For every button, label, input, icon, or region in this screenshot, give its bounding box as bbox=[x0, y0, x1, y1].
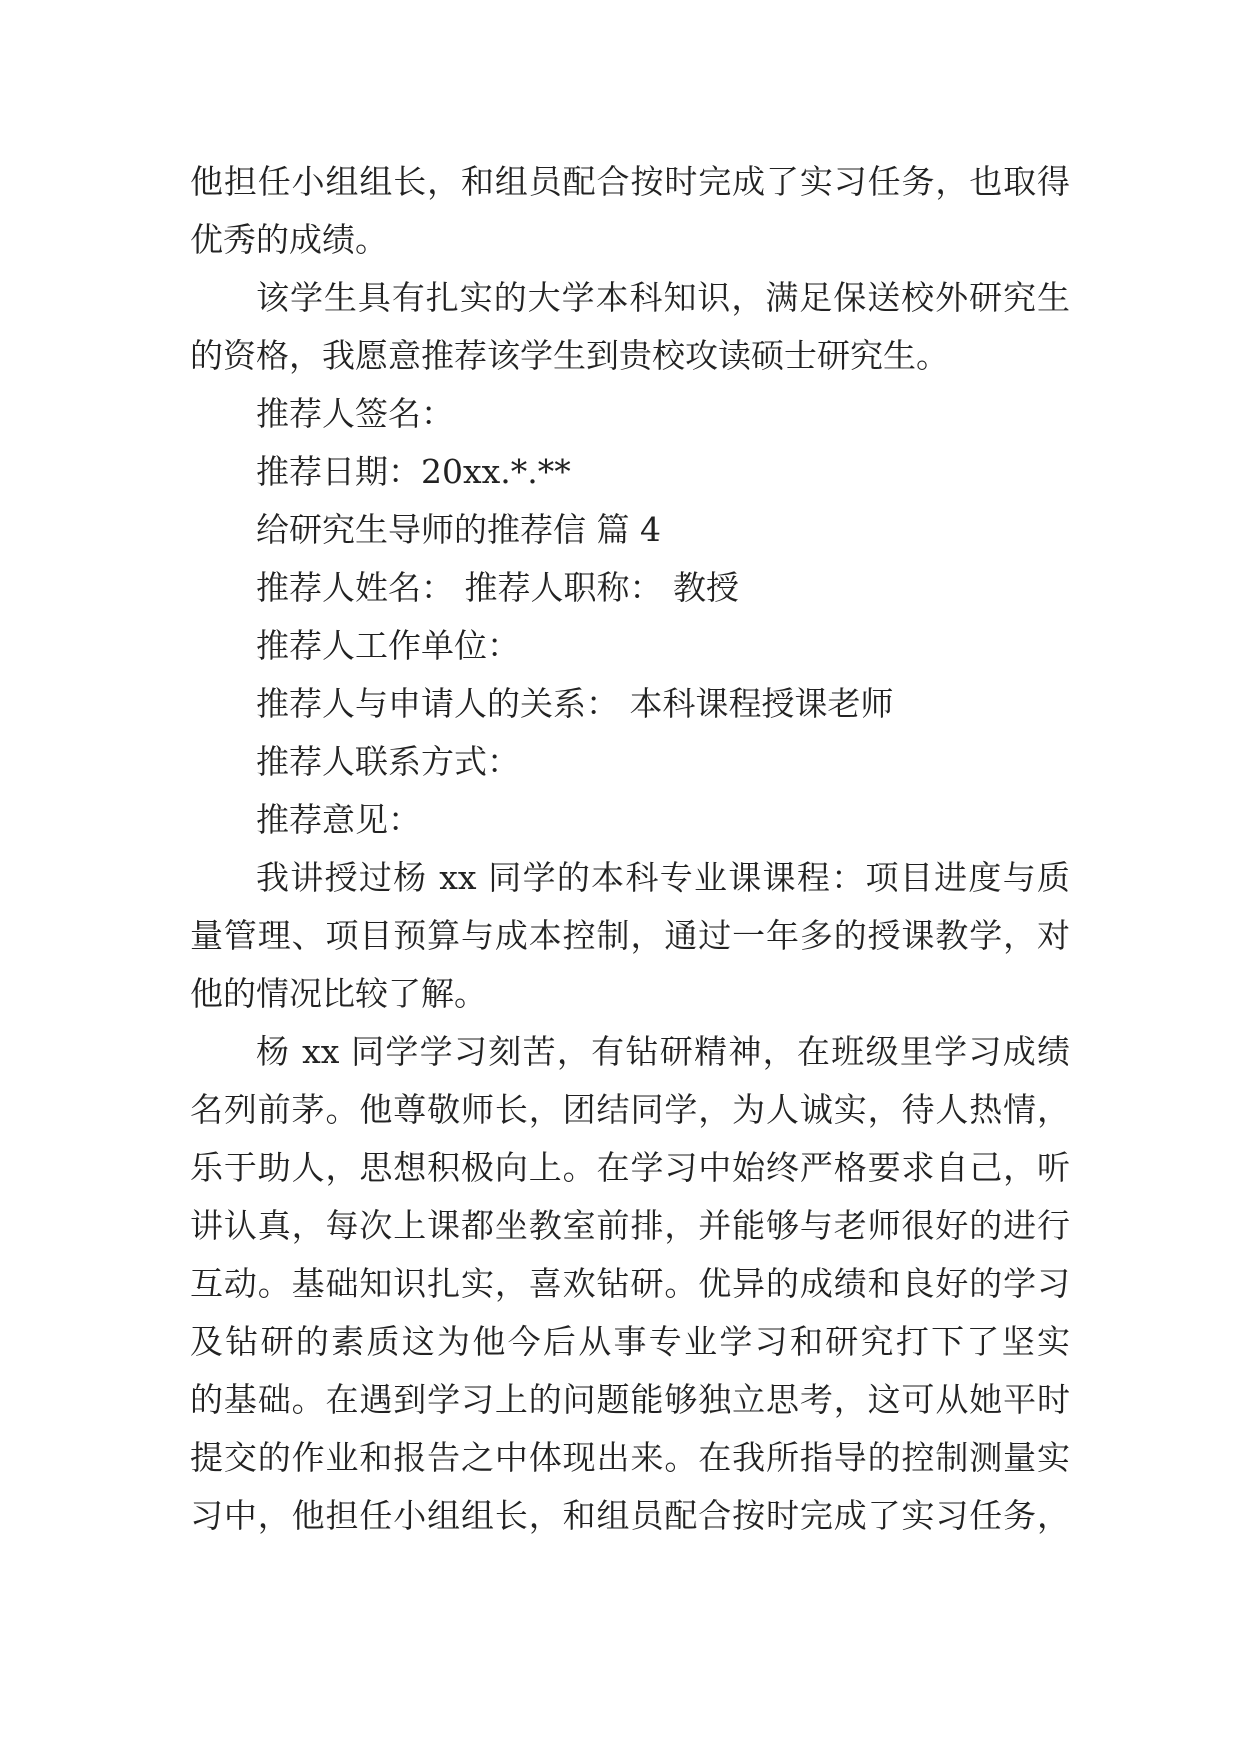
recommender-contact: 推荐人联系方式： bbox=[256, 742, 520, 781]
paragraph-line: 提交的作业和报告之中体现出来。在我所指导的控制测量实 bbox=[190, 1438, 1070, 1477]
paragraph-line: 讲认真，每次上课都坐教室前排，并能够与老师很好的进行 bbox=[190, 1206, 1070, 1245]
paragraph-line: 杨 xx 同学学习刻苦，有钻研精神，在班级里学习成绩 bbox=[256, 1032, 1070, 1071]
paragraph-line: 及钻研的素质这为他今后从事专业学习和研究打下了坚实 bbox=[190, 1322, 1070, 1361]
document-page bbox=[190, 153, 1070, 1545]
paragraph-line: 他担任小组组长，和组员配合按时完成了实习任务，也取得 bbox=[190, 162, 1070, 201]
paragraph-line: 我讲授过杨 xx 同学的本科专业课课程：项目进度与质 bbox=[256, 858, 1070, 897]
paragraph-line: 互动。基础知识扎实，喜欢钻研。优异的成绩和良好的学习 bbox=[190, 1264, 1070, 1303]
paragraph-line: 习中，他担任小组组长，和组员配合按时完成了实习任务， bbox=[190, 1496, 1070, 1535]
paragraph-line: 的基础。在遇到学习上的问题能够独立思考，这可从她平时 bbox=[190, 1380, 1070, 1419]
signature-label: 推荐人签名： bbox=[256, 394, 454, 433]
paragraph-line: 该学生具有扎实的大学本科知识，满足保送校外研究生 bbox=[256, 278, 1070, 317]
recommendation-opinion-label: 推荐意见： bbox=[256, 800, 421, 839]
paragraph-line: 优秀的成绩。 bbox=[190, 220, 388, 259]
paragraph-line: 名列前茅。他尊敬师长，团结同学，为人诚实，待人热情， bbox=[190, 1090, 1070, 1129]
recommender-workplace: 推荐人工作单位： bbox=[256, 626, 520, 665]
recommender-relationship: 推荐人与申请人的关系： 本科课程授课老师 bbox=[256, 684, 894, 723]
paragraph-line: 乐于助人，思想积极向上。在学习中始终严格要求自己，听 bbox=[190, 1148, 1070, 1187]
paragraph-line: 量管理、项目预算与成本控制，通过一年多的授课教学，对 bbox=[190, 916, 1070, 955]
date-line: 推荐日期：20xx.*.** bbox=[256, 452, 571, 491]
section-heading: 给研究生导师的推荐信 篇 4 bbox=[256, 510, 661, 549]
recommender-name-title: 推荐人姓名： 推荐人职称： 教授 bbox=[256, 568, 739, 607]
paragraph-line: 他的情况比较了解。 bbox=[190, 974, 487, 1013]
paragraph-line: 的资格，我愿意推荐该学生到贵校攻读硕士研究生。 bbox=[190, 336, 949, 375]
